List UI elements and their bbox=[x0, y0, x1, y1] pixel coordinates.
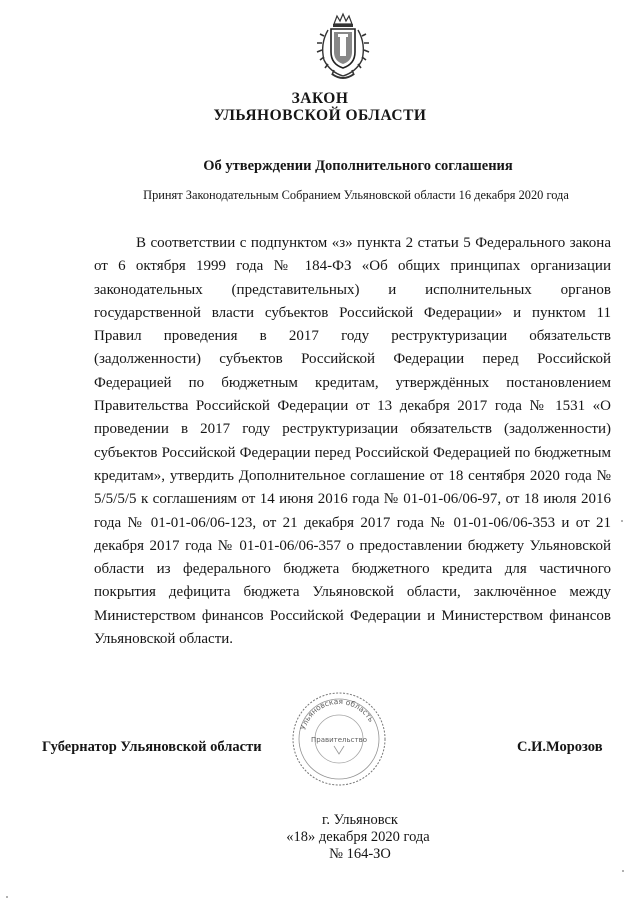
law-title: ЗАКОН bbox=[291, 90, 349, 107]
adoption-note: Принят Законодательным Собранием Ульяновской области 16 декабря 2020 года bbox=[143, 188, 569, 202]
signatory-name: С.И.Морозов bbox=[517, 739, 603, 755]
footer-date: «18» декабря 2020 года bbox=[286, 829, 430, 845]
scan-speck bbox=[621, 520, 623, 522]
svg-text:Ульяновская область bbox=[298, 697, 376, 731]
law-subject: Об утверждении Дополнительного соглашения bbox=[203, 158, 513, 174]
official-seal-icon bbox=[290, 690, 388, 788]
coat-of-arms-icon bbox=[314, 12, 372, 82]
footer-city: г. Ульяновск bbox=[322, 812, 398, 828]
scan-speck bbox=[622, 870, 624, 872]
seal-outer-text: Ульяновская область bbox=[298, 696, 376, 731]
seal-inner-text: Правительство bbox=[311, 736, 367, 744]
law-body-paragraph: В соответствии с подпунктом «з» пункта 2 статьи 5 Федерального закона от 6 октября 1999 года № 184-ФЗ «Об общих принципах организации законодательных (представительных) и исполнительных органов государственной власти субъектов Российской Федерации» и пунктом 11 Правил проведения в 2017 году реструктуризации обязательств (задолженности) субъектов Российской Федерации перед Российской Федерацией по бюджетным кредитам, утверждённых постановлением Правительства Российской Федерации от 13 декабря 2017 года № 1531 «О проведении в 2017 году реструктуризации обязательств (задолженности) субъектов Российской Федерации перед Российской Федерацией по бюджетным кредитам», утвердить Дополнительное соглашение от 18 сентября 2020 года № 5/5/5/5 к соглашениям от 14 июня 2016 года № 01-01-06/06-97, от 18 июля 2016 года № 01-01-06/06-123, от 21 декабря 2017 года № 01-01-06/06-353 и от 21 декабря 2017 года № 01-01-06/06-357 о предоставлении бюджету Ульяновской области из федерального бюджета бюджетного кредита для частичного покрытия дефицита бюджета Ульяновской области, заключённое между Министерством финансов Российской Федерации и Министерством финансов Ульяновской области. bbox=[94, 235, 611, 648]
signatory-position: Губернатор Ульяновской области bbox=[42, 739, 262, 755]
footer-law-number: № 164-ЗО bbox=[329, 846, 391, 862]
law-subtitle: УЛЬЯНОВСКОЙ ОБЛАСТИ bbox=[213, 107, 427, 124]
scan-speck bbox=[6, 896, 8, 898]
